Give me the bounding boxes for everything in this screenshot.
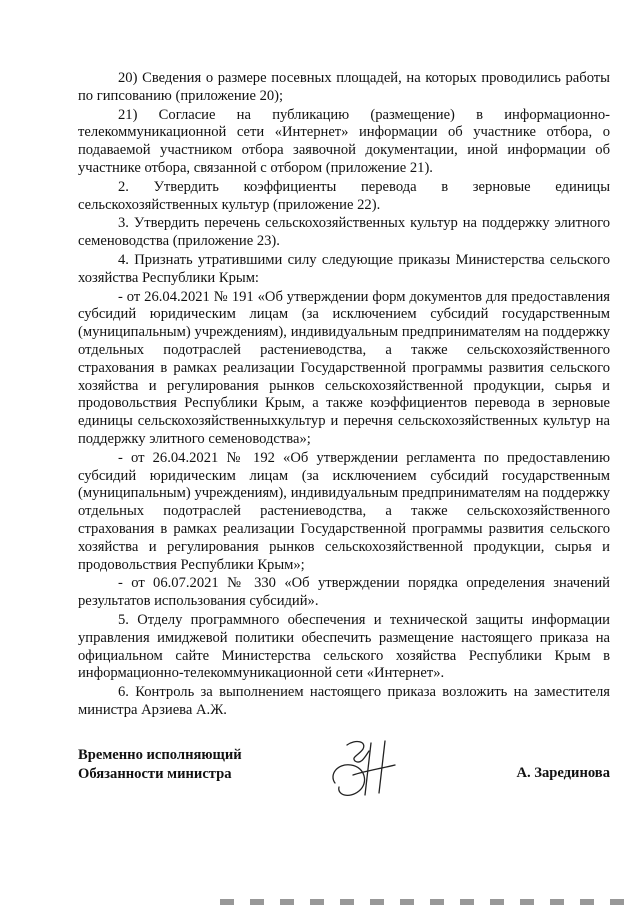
signatory-name: А. Зарединова (516, 765, 610, 781)
paragraph-item-21: 21) Согласие на публикацию (размещение) в информационно-телекоммуникационной сети «Интернет» информации об участнике отбора, о подаваемой участником отбора заявочной документации, иной информации об участнике отбора, связанной с отбором (приложение 21). (78, 106, 610, 176)
repealed-order-191: - от 26.04.2021 № 191 «Об утверждении форм документов для предоставления субсидий юридическим лицам (за исключением субсидий государственным (муниципальным) учреждениям), индивидуальным предпринимателям на поддержку отдельных подотраслей растениеводства, а также сельскохозяйственного страхования в рамках реализации Государственной программы развития сельского хозяйства и регулирования рынков сельскохозяйственной продукции, сырья и продовольствия Республики Крым, а также коэффициентов перевода в зерновые единицы сельскохозяйственныхкультур и перечня сельскохозяйственных культур на поддержку элитного семеноводства»; (78, 288, 610, 447)
paragraph-item-20: 20) Сведения о размере посевных площадей, на которых проводились работы по гипсованию (приложение 20); (78, 70, 610, 104)
repealed-order-330: - от 06.07.2021 № 330 «Об утверждении порядка определения значений результатов использования субсидий». (78, 575, 610, 610)
signatory-position (78, 746, 242, 784)
repealed-order-192: - от 26.04.2021 № 192 «Об утверждении регламента по предоставлению субсидий юридическим лицам (за исключением субсидий государственным (муниципальным) учреждениям), индивидуальным предпринимателям на поддержку отдельных подотраслей растениеводства, а также сельскохозяйственного страхования в рамках реализации Государственной программы развития сельского хозяйства и регулирования рынков сельскохозяйственной продукции, сырья и продовольствия Республики Крым»; (78, 449, 610, 573)
paragraph-6: 6. Контроль за выполнением настоящего приказа возложить на заместителя министра Арзиева А.Ж. (78, 684, 610, 718)
scan-edge-artifact (220, 899, 640, 905)
signatory-position-line2: Обязанности министра (78, 766, 232, 782)
handwritten-signature (325, 735, 405, 801)
document-body (78, 70, 610, 721)
paragraph-5: 5. Отделу программного обеспечения и технической защиты информации управления имиджевой политики обеспечить размещение настоящего приказа на официальном сайте Министерства сельского хозяйства Республики Крым в информационно-телекоммуникационной сети «Интернет». (78, 611, 610, 682)
paragraph-4: 4. Признать утратившими силу следующие приказы Министерства сельского хозяйства Республики Крым: (78, 251, 610, 286)
paragraph-2: 2. Утвердить коэффициенты перевода в зерновые единицы сельскохозяйственных культур (приложение 22). (78, 178, 610, 213)
signatory-position-line1: Временно исполняющий (78, 747, 242, 763)
paragraph-3: 3. Утвердить перечень сельскохозяйственных культур на поддержку элитного семеноводства (приложение 23). (78, 215, 610, 250)
